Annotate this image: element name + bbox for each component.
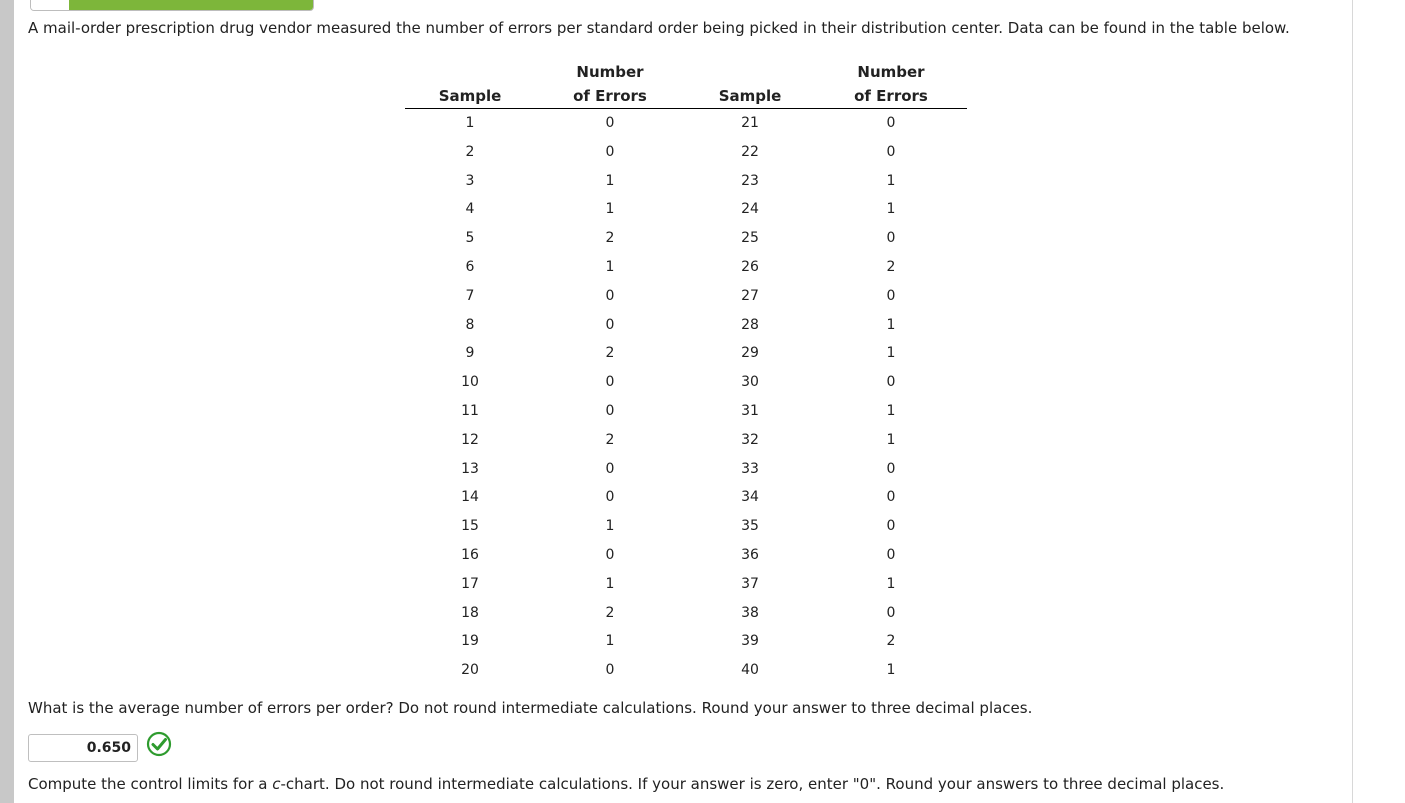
cell-errors: 0: [605, 374, 615, 391]
cell-sample: 12: [461, 431, 479, 448]
cell-sample: 37: [741, 575, 759, 592]
cell-sample: 11: [461, 402, 479, 419]
cell-sample: 23: [741, 172, 759, 189]
cell-errors: 2: [605, 230, 615, 247]
question2-after: -chart. Do not round intermediate calculations. If your answer is zero, enter "0". Round your answers to three decimal places.: [280, 775, 1225, 793]
cell-sample: 38: [741, 604, 759, 621]
cell-sample: 33: [741, 460, 759, 477]
cell-sample: 32: [741, 431, 759, 448]
cell-sample: 15: [461, 518, 479, 535]
cell-sample: 21: [741, 115, 759, 131]
cell-sample: 9: [465, 345, 475, 362]
cell-errors: 0: [605, 287, 615, 304]
left-scroll-rail: [0, 0, 14, 803]
table-row: [405, 599, 967, 628]
cell-sample: 40: [741, 662, 759, 679]
table-row: [405, 397, 967, 426]
cell-errors: 0: [605, 316, 615, 333]
cell-sample: 8: [465, 316, 475, 333]
cell-sample: 17: [461, 575, 479, 592]
cell-errors: 1: [886, 172, 896, 189]
cell-errors: 1: [886, 575, 896, 592]
question-average-errors: What is the average number of errors per order? Do not round intermediate calculations. Round your answer to three decimal places.: [28, 699, 1033, 717]
cell-errors: 1: [605, 258, 615, 275]
cell-errors: 0: [886, 115, 896, 131]
cell-sample: 4: [465, 201, 475, 218]
cell-sample: 20: [461, 662, 479, 679]
table-row: [405, 627, 967, 656]
cell-sample: 30: [741, 374, 759, 391]
table-body: [405, 109, 967, 685]
table-row: [405, 656, 967, 685]
cell-sample: 1: [465, 115, 475, 131]
cell-errors: 1: [605, 172, 615, 189]
cell-errors: 0: [886, 489, 896, 506]
header-line1: Number: [857, 63, 925, 81]
cell-errors: 2: [605, 604, 615, 621]
cell-sample: 35: [741, 518, 759, 535]
cell-sample: 16: [461, 546, 479, 563]
cell-sample: 2: [465, 143, 475, 160]
cell-errors: 1: [605, 633, 615, 650]
cell-errors: 0: [605, 546, 615, 563]
header-sample-2: [685, 60, 815, 109]
cell-errors: 1: [886, 201, 896, 218]
table-row: [405, 282, 967, 311]
cell-errors: 0: [886, 287, 896, 304]
cell-sample: 31: [741, 402, 759, 419]
header-line2: Sample: [718, 87, 782, 105]
cell-sample: 14: [461, 489, 479, 506]
cell-errors: 2: [886, 633, 896, 650]
cell-sample: 27: [741, 287, 759, 304]
cell-sample: 28: [741, 316, 759, 333]
cell-sample: 29: [741, 345, 759, 362]
cell-errors: 0: [886, 546, 896, 563]
cell-errors: 2: [605, 431, 615, 448]
table-row: [405, 138, 967, 167]
cell-errors: 0: [886, 374, 896, 391]
spreadsheet-tab[interactable]: [30, 0, 314, 11]
header-errors-2: [815, 60, 967, 109]
tab-icon-area: [31, 0, 67, 10]
cell-errors: 1: [886, 316, 896, 333]
average-errors-input[interactable]: [28, 734, 138, 762]
cell-errors: 0: [886, 460, 896, 477]
header-line1: Number: [576, 63, 644, 81]
table-row: [405, 512, 967, 541]
cell-sample: 5: [465, 230, 475, 247]
table-row: [405, 483, 967, 512]
tab-label-area[interactable]: [69, 0, 313, 10]
table-row: [405, 311, 967, 340]
table-row: [405, 253, 967, 282]
cell-errors: 0: [886, 518, 896, 535]
table-row: [405, 224, 967, 253]
cell-errors: 0: [886, 230, 896, 247]
cell-sample: 26: [741, 258, 759, 275]
cell-errors: 0: [605, 115, 615, 131]
cell-errors: 1: [886, 345, 896, 362]
header-errors-1: [535, 60, 685, 109]
cell-sample: 10: [461, 374, 479, 391]
table-row: [405, 195, 967, 224]
cell-errors: 0: [605, 489, 615, 506]
cell-errors: 2: [886, 258, 896, 275]
content-right-border: [1352, 0, 1353, 803]
table-row: [405, 109, 967, 138]
cell-sample: 6: [465, 258, 475, 275]
table-row: [405, 368, 967, 397]
cell-errors: 0: [605, 460, 615, 477]
question-control-limits: [28, 774, 1338, 794]
cell-sample: 22: [741, 143, 759, 160]
question2-italic: c: [272, 775, 281, 793]
table-row: [405, 339, 967, 368]
cell-errors: 1: [605, 575, 615, 592]
cell-errors: 0: [605, 143, 615, 160]
header-line2: of Errors: [854, 87, 928, 105]
cell-errors: 1: [605, 201, 615, 218]
cell-sample: 25: [741, 230, 759, 247]
question2-before: Compute the control limits for a: [28, 775, 273, 793]
table-header-row: [405, 60, 967, 109]
cell-sample: 3: [465, 172, 475, 189]
cell-errors: 0: [605, 662, 615, 679]
cell-errors: 2: [605, 345, 615, 362]
cell-sample: 34: [741, 489, 759, 506]
cell-sample: 13: [461, 460, 479, 477]
table-row: [405, 541, 967, 570]
intro-text: A mail-order prescription drug vendor measured the number of errors per standard order being picked in their distribution center. Data can be found in the table below.: [28, 19, 1290, 37]
correct-check-icon: [146, 731, 172, 757]
table-row: [405, 426, 967, 455]
errors-table: [405, 60, 967, 685]
header-line2: Sample: [438, 87, 502, 105]
cell-sample: 19: [461, 633, 479, 650]
cell-errors: 1: [886, 402, 896, 419]
header-sample-1: [405, 60, 535, 109]
cell-errors: 1: [886, 662, 896, 679]
cell-sample: 18: [461, 604, 479, 621]
cell-sample: 39: [741, 633, 759, 650]
table-row: [405, 455, 967, 484]
cell-errors: 1: [605, 518, 615, 535]
table-row: [405, 570, 967, 599]
cell-errors: 1: [886, 431, 896, 448]
table-row: [405, 167, 967, 196]
cell-errors: 0: [886, 143, 896, 160]
cell-errors: 0: [605, 402, 615, 419]
cell-sample: 7: [465, 287, 475, 304]
cell-sample: 24: [741, 201, 759, 218]
cell-sample: 36: [741, 546, 759, 563]
cell-errors: 0: [886, 604, 896, 621]
header-line2: of Errors: [573, 87, 647, 105]
